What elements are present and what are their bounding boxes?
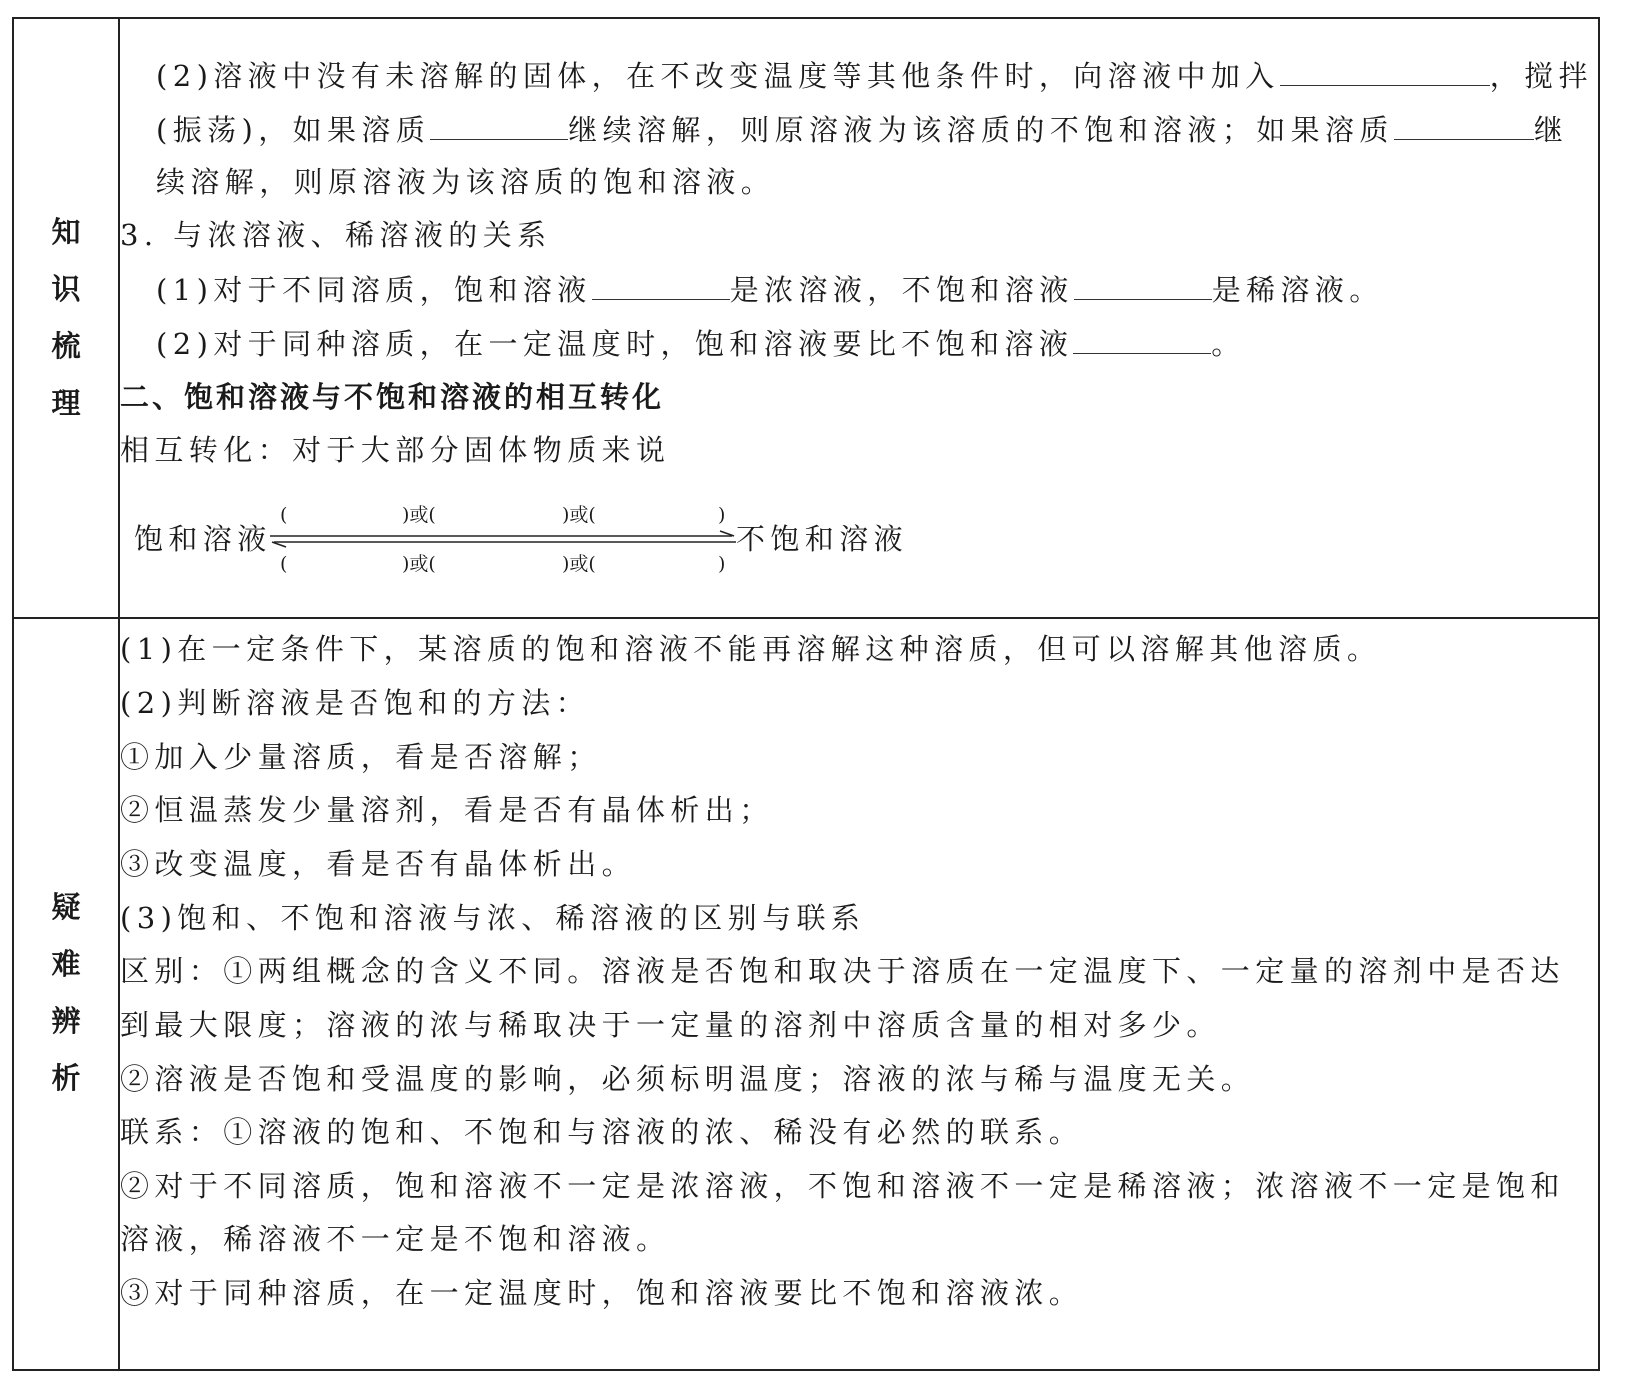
text-line: ③改变温度，看是否有晶体析出。 — [120, 847, 637, 881]
answer-blank[interactable] — [1074, 271, 1212, 300]
difficulty-section — [14, 617, 1598, 1369]
line-text: ，搅拌 — [1489, 59, 1593, 93]
text-line — [156, 57, 1593, 94]
line-text: 是浓溶液，不饱和溶液 — [729, 273, 1074, 307]
text-line: 区别：①两组概念的含义不同。溶液是否饱和取决于溶质在一定温度下、一定量的溶剂中是否达 — [120, 954, 1565, 988]
text-line: ②对于不同溶质，饱和溶液不一定是浓溶液，不饱和溶液不一定是稀溶液；浓溶液不一定是饱和 — [120, 1169, 1565, 1203]
paren-open: ( — [280, 504, 288, 526]
text-line — [156, 271, 1384, 308]
saturated-label: 饱和溶液 — [134, 522, 272, 556]
knowledge-label-char: 理 — [51, 386, 81, 420]
line-text: (2)对于同种溶质，在一定温度时，饱和溶液要比不饱和溶液 — [156, 327, 1074, 361]
answer-blank[interactable] — [1394, 111, 1534, 140]
text-line: ②溶液是否饱和受温度的影响，必须标明温度；溶液的浓与稀与温度无关。 — [120, 1062, 1256, 1096]
unsaturated-label: 不饱和溶液 — [736, 522, 909, 556]
line-text: 继 — [1533, 113, 1569, 147]
knowledge-label — [14, 19, 120, 617]
paren-close: ) — [718, 504, 726, 526]
knowledge-label-char: 识 — [51, 272, 81, 306]
answer-blank[interactable] — [1073, 325, 1211, 354]
text-line: ③对于同种溶质，在一定温度时，饱和溶液要比不饱和溶液浓。 — [120, 1276, 1084, 1310]
difficulty-label-char: 难 — [51, 947, 81, 981]
item-heading: 3. 与浓溶液、稀溶液的关系 — [120, 218, 552, 252]
text-line: 相互转化：对于大部分固体物质来说 — [120, 433, 671, 467]
paren-close: ) — [718, 553, 726, 575]
conversion-arrows — [268, 521, 738, 557]
line-text: 是稀溶液。 — [1211, 273, 1384, 307]
or-text: )或( — [562, 553, 596, 575]
difficulty-label — [14, 617, 120, 1369]
difficulty-label-char: 疑 — [51, 890, 81, 924]
knowledge-section — [14, 19, 1598, 619]
line-text: (2)溶液中没有未溶解的固体，在不改变温度等其他条件时，向溶液中加入 — [156, 59, 1280, 93]
text-line: (2)判断溶液是否饱和的方法： — [120, 686, 591, 720]
line-text: (1)对于不同溶质，饱和溶液 — [156, 273, 592, 307]
text-line: ①加入少量溶质，看是否溶解； — [120, 740, 602, 774]
section-heading: 二、饱和溶液与不饱和溶液的相互转化 — [120, 380, 665, 414]
answer-blank[interactable] — [430, 111, 568, 140]
knowledge-label-char: 知 — [51, 215, 81, 249]
difficulty-content — [120, 617, 1598, 1369]
answer-blank[interactable] — [1280, 57, 1490, 86]
text-line: 到最大限度；溶液的浓与稀取决于一定量的溶剂中溶质含量的相对多少。 — [120, 1008, 1221, 1042]
knowledge-table — [12, 17, 1600, 1371]
or-text: )或( — [402, 504, 436, 526]
or-text: )或( — [402, 553, 436, 575]
knowledge-content — [120, 19, 1598, 617]
difficulty-label-char: 析 — [51, 1061, 81, 1095]
conversion-diagram — [120, 499, 940, 579]
text-line — [156, 325, 1246, 362]
line-text: 继续溶解，则原溶液为该溶质的不饱和溶液；如果溶质 — [568, 113, 1394, 147]
text-line: 续溶解，则原溶液为该溶质的饱和溶液。 — [156, 165, 776, 199]
difficulty-label-char: 辨 — [51, 1004, 81, 1038]
knowledge-label-char: 梳 — [51, 329, 81, 363]
text-line: ②恒温蒸发少量溶剂，看是否有晶体析出； — [120, 793, 774, 827]
answer-blank[interactable] — [592, 271, 730, 300]
paren-open: ( — [280, 553, 288, 575]
or-text: )或( — [562, 504, 596, 526]
text-line: (1)在一定条件下，某溶质的饱和溶液不能再溶解这种溶质，但可以溶解其他溶质。 — [120, 632, 1382, 666]
text-line: 溶液，稀溶液不一定是不饱和溶液。 — [120, 1222, 671, 1256]
line-text: (振荡)，如果溶质 — [156, 113, 431, 147]
text-line — [156, 111, 1568, 148]
text-line: 联系：①溶液的饱和、不饱和与溶液的浓、稀没有必然的联系。 — [120, 1115, 1084, 1149]
line-text: 。 — [1211, 327, 1246, 361]
text-line: (3)饱和、不饱和溶液与浓、稀溶液的区别与联系 — [120, 901, 866, 935]
